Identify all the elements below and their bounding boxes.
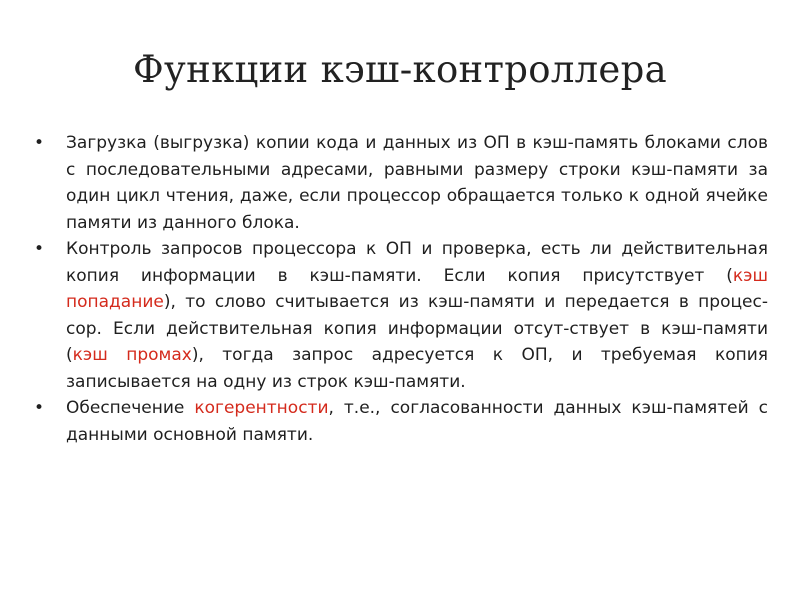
- bullet-text: ), то слово считывается из кэш-памяти и передается в процес-сор. Если действительная копия информации отсут-ствует в кэш-памяти (: [66, 292, 768, 365]
- bullet-item-load: [32, 130, 768, 236]
- bullet-text: Обеспечение: [66, 398, 195, 418]
- bullet-item-control: [32, 236, 768, 395]
- bullet-dot: •: [34, 398, 45, 418]
- bullet-text: Загрузка (выгрузка) копии кода и данных из ОП в кэш-память блоками слов с последовательными адресами, равными размеру строки кэш-памяти за один цикл чтения, даже, если процессор обращается только к одной ячейке памяти из данного блока.: [66, 133, 768, 233]
- term-cache-miss: кэш промах: [72, 345, 192, 365]
- bullet-text: , т.е., согласованности данных кэш-памятей с данными основной памяти.: [66, 398, 768, 445]
- bullet-text: ), тогда запрос адресуется к ОП, и требуемая копия записывается на одну из строк кэш-памяти.: [66, 345, 768, 392]
- bullet-dot: •: [34, 239, 45, 259]
- term-coherence: когерентности: [194, 398, 329, 418]
- bullet-list: [32, 130, 768, 448]
- bullet-dot: •: [34, 133, 45, 153]
- bullet-text: Контроль запросов процессора к ОП и проверка, есть ли действительная копия информации в кэш-памяти. Если копия присутствует (: [66, 239, 768, 286]
- bullet-item-coherence: [32, 395, 768, 448]
- term-cache-hit: кэш попадание: [66, 265, 768, 312]
- slide-title: Функции кэш-контроллера: [133, 48, 667, 91]
